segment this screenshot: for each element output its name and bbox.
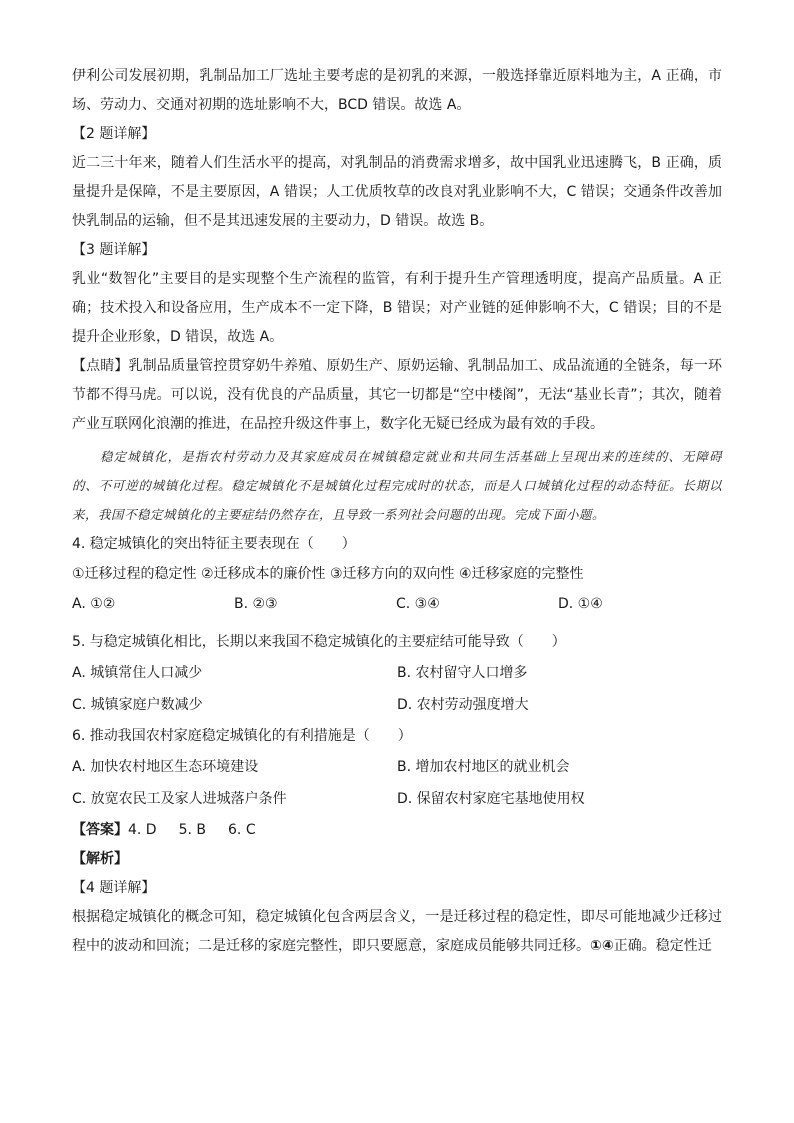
q4-option-d: D. ①④ (558, 596, 603, 612)
answer-5: 5. B (178, 822, 207, 838)
answer-line (72, 815, 722, 845)
analysis-label: 【解析】 (72, 851, 128, 867)
answer-6: 6. C (228, 822, 256, 838)
para-2: 近二三十年来，随着人们生活水平的提高，对乳制品的消费需求增多，故中国乳业迅速腾飞，B 正确，质量提升是保障，不是主要原因，A 错误；人工优质牧草的改良对乳业影响不大，C 错误；交通条件改善加快乳制品的运输，但不是其迅速发展的主要动力，D 错误。故选 B。 (72, 155, 722, 229)
comment-label: 【点睛】 (72, 358, 129, 374)
q5-option-c: C. 城镇家庭户数减少 (72, 697, 203, 713)
q4-option-a: A. ①② (72, 596, 116, 612)
question-6-stem: 6. 推动我国农村家庭稳定城镇化的有利措施是（ ） (72, 728, 412, 744)
para-1: 伊利公司发展初期，乳制品加工厂选址主要考虑的是初乳的来源，一般选择靠近原料地为主，A 正确，市场、劳动力、交通对初期的选址影响不大，BCD 错误。故选 A。 (72, 68, 722, 113)
heading-q3-detail: 【3 题详解】 (72, 242, 156, 258)
question-5-options-row-1 (72, 657, 722, 689)
q4-option-c: C. ③④ (396, 596, 440, 612)
q6-option-c: C. 放宽农民工及家人进城落户条件 (72, 791, 287, 807)
comment-text: 乳制品质量管控贯穿奶牛养殖、原奶生产、原奶运输、乳制品加工、成品流通的全链条，每一环节都不得马虎。可以说，没有优良的产品质量，其它一切都是“空中楼阁”，无法“基业长青”；其次，随着产业互联网化浪潮的推进，在品控升级这件事上，数字化无疑已经成为最有效的手段。 (72, 358, 723, 432)
heading-q2-detail: 【2 题详解】 (72, 126, 156, 142)
question-4-stem: 4. 稳定城镇化的突出特征主要表现在（ ） (72, 536, 356, 552)
question-5-options-row-2 (72, 689, 722, 721)
para-3: 乳业“数智化”主要目的是实现整个生产流程的监管，有利于提升生产管理透明度，提高产品质量。A 正确；技术投入和设备应用，生产成本不一定下降，B 错误；对产业链的延伸影响不大，C 错误；目的不是提升企业形象，D 错误，故选 A。 (72, 271, 722, 345)
answer-label: 【答案】 (72, 822, 128, 838)
q6-option-a: A. 加快农村地区生态环境建设 (72, 759, 259, 775)
q6-option-b: B. 增加农村地区的就业机会 (397, 759, 570, 775)
question-6-options-row-2 (72, 783, 722, 815)
answer-4: 4. D (128, 822, 157, 838)
question-4-items: ①迁移过程的稳定性 ②迁移成本的廉价性 ③迁移方向的双向性 ④迁移家庭的完整性 (72, 566, 584, 582)
question-6-options-row-1 (72, 751, 722, 783)
question-5-stem: 5. 与稳定城镇化相比，长期以来我国不稳定城镇化的主要症结可能导致（ ） (72, 634, 566, 650)
para-4-tail: 正确。稳定性迁 (613, 938, 712, 954)
comment-paragraph (72, 352, 722, 439)
document-page (72, 62, 722, 961)
q5-option-d: D. 农村劳动强度增大 (397, 697, 529, 713)
question-4-options (72, 589, 722, 619)
para-4-bold-choice: ①④ (590, 938, 614, 954)
para-4-main: 根据稳定城镇化的概念可知，稳定城镇化包含两层含义，一是迁移过程的稳定性，即尽可能地减少迁移过程中的波动和回流；二是迁移的家庭完整性，即只要愿意，家庭成员能够共同迁移。 (72, 909, 722, 954)
reading-passage: 稳定城镇化，是指农村劳动力及其家庭成员在城镇稳定就业和共同生活基础上呈现出来的连续的、无障碍的、不可逆的城镇化过程。稳定城镇化不是城镇化过程完成时的状态，而是人口城镇化过程的动态特征。长期以来，我国不稳定城镇化的主要症结仍然存在，且导致一系列社会问题的出现。完成下面小题。 (72, 449, 722, 522)
q6-option-d: D. 保留农村家庭宅基地使用权 (397, 791, 585, 807)
q5-option-a: A. 城镇常住人口减少 (72, 665, 203, 681)
q4-option-b: B. ②③ (234, 596, 278, 612)
q5-option-b: B. 农村留守人口增多 (397, 665, 528, 681)
para-4 (72, 903, 722, 961)
heading-q4-detail: 【4 题详解】 (72, 880, 156, 896)
